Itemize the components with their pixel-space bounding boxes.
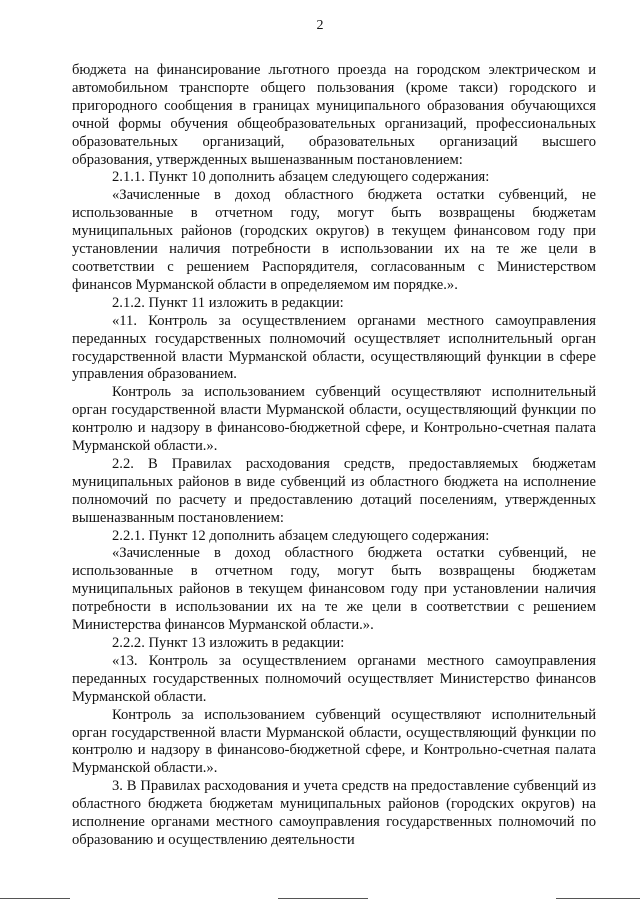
paragraph-2-2-2: 2.2.2. Пункт 13 изложить в редакции: bbox=[112, 635, 345, 651]
paragraph-quote-13: «13. Контроль за осуществлением органами местного самоуправления переданных государственных полномочий осуществляет Министерство финансов Мурманской области. bbox=[72, 652, 596, 705]
footer-rule-left bbox=[0, 898, 70, 899]
footer-rule-center bbox=[278, 898, 368, 899]
paragraph-quote-11: «11. Контроль за осуществлением органами местного самоуправления переданных государственных полномочий осуществляет исполнительный орган государственной власти Мурманской области, осуществляющий функции в сфере управления образованием. bbox=[72, 312, 596, 383]
paragraph-3: 3. В Правилах расходования и учета средств на предоставление субвенций из областного бюджета бюджетам муниципальных районов (городских округов) на исполнение органами местного самоуправления государственных полномочий по образованию и осуществлению деятельности bbox=[72, 778, 596, 848]
paragraph-continuation: бюджета на финансирование льготного проезда на городском электрическом и автомобильном транспорте общего пользования (кроме такси) городского и пригородного сообщения в границах муниципального образования обучающихся очной формы обучения общеобразовательных организаций, профессиональных образовательных организаций, образовательных организаций высшего образования, утвержденных вышеназванным постановлением: bbox=[72, 62, 596, 168]
document-body bbox=[72, 62, 596, 850]
page-number: 2 bbox=[316, 18, 324, 33]
paragraph-2-2: 2.2. В Правилах расходования средств, предоставляемых бюджетам муниципальных районов в виде субвенций из областного бюджета на исполнение полномочий по расчету и предоставлению дотаций поселениям, утвержденных вышеназванным постановлением: bbox=[72, 455, 596, 526]
paragraph-2-2-1: 2.2.1. Пункт 12 дополнить абзацем следующего содержания: bbox=[112, 527, 490, 544]
paragraph-quote-12: «Зачисленные в доход областного бюджета остатки субвенций, не использованные в отчетном году, могут быть возвращены бюджетам муниципальных районов в текущем финансовом году при установлении наличия потребности в использовании их на те же цели в соответствии с решением Министерства финансов Мурманской области.». bbox=[72, 545, 596, 634]
paragraph-control-1: Контроль за использованием субвенций осуществляют исполнительный орган государственной власти Мурманской области, осуществляющий функции по контролю и надзору в финансово-бюджетной сфере, и Контрольно-счетная палата Мурманской области.». bbox=[72, 384, 596, 455]
paragraph-quote-10: «Зачисленные в доход областного бюджета остатки субвенций, не использованные в отчетном году, могут быть возвращены бюджетам муниципальных районов (городских округов) в текущем финансовом году при установлении наличия потребности в использовании их на те же цели в соответствии с решением Распорядителя, согласованным с Министерством финансов Мурманской области в определяемом им порядке.». bbox=[72, 187, 596, 293]
paragraph-control-2: Контроль за использованием субвенций осуществляют исполнительный орган государственной власти Мурманской области, осуществляющий функции по контролю и надзору в финансово-бюджетной сфере, и Контрольно-счетная палата Мурманской области.». bbox=[72, 706, 596, 777]
paragraph-2-1-2: 2.1.2. Пункт 11 изложить в редакции: bbox=[112, 294, 344, 311]
footer-rule-right bbox=[556, 898, 640, 899]
paragraph-2-1-1: 2.1.1. Пункт 10 дополнить абзацем следующего содержания: bbox=[112, 169, 490, 186]
